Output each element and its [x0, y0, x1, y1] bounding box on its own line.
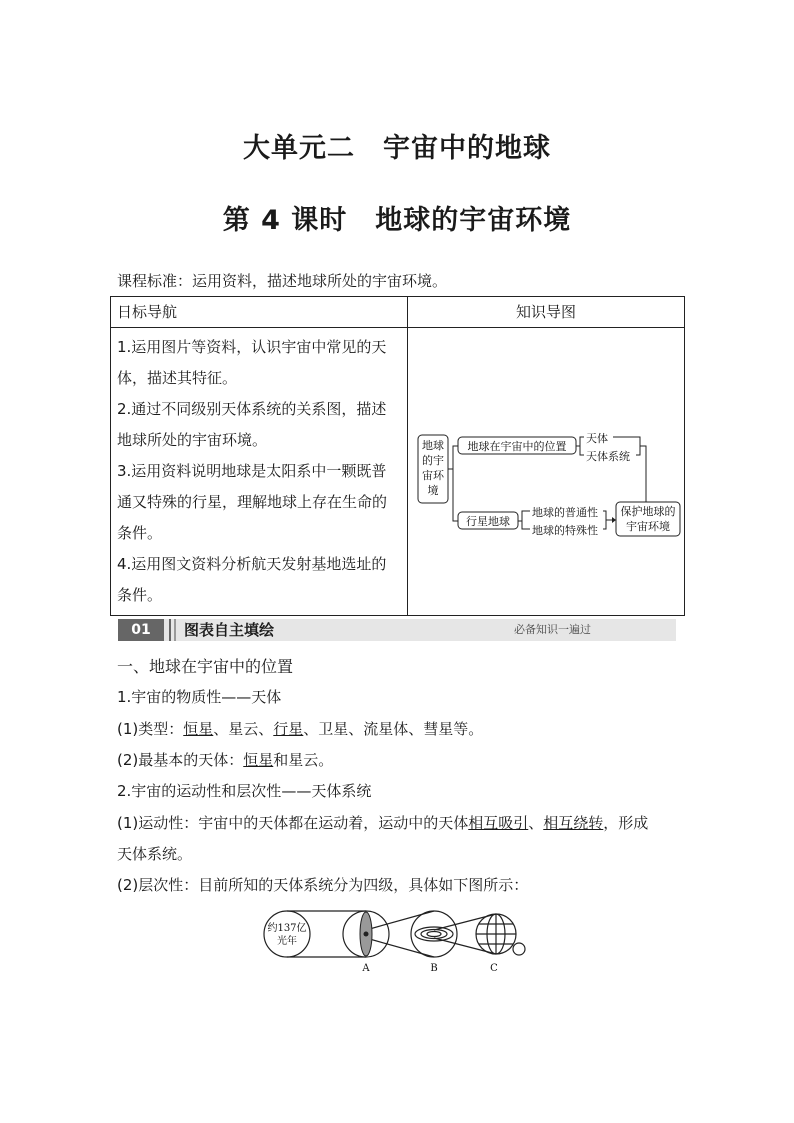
- mindmap-branch-position: 地球在宇宙中的位置: [467, 440, 567, 453]
- mindmap-leaf-celestial-system: 天体系统: [586, 450, 630, 463]
- lesson-title: 第 4 课时 地球的宇宙环境: [222, 205, 572, 236]
- motion-text: (1)运动性：宇宙中的天体都在运动着，运动中的天体: [117, 814, 469, 832]
- subheading-motion: 2.宇宙的运动性和层次性——天体系统: [117, 782, 372, 800]
- goals-header: 日标导航: [111, 297, 408, 328]
- celestial-system-figure: [262, 905, 532, 977]
- hierarchy-line: (2)层次性：目前所知的天体系统分为四级，具体如下图所示：: [117, 876, 529, 894]
- goal-item: 2.通过不同级别天体系统的关系图，描述地球所处的宇宙环境。: [117, 400, 387, 449]
- mindmap-branch-planet: 行星地球: [466, 515, 510, 528]
- universe-label-2: 光年: [277, 936, 297, 947]
- types-line: [117, 718, 483, 739]
- section-tag: 必备知识一遍过: [514, 623, 591, 636]
- goal-item: 4.运用图文资料分析航天发射基地选址的条件。: [117, 555, 387, 604]
- types-label: (1)类型：: [117, 720, 184, 738]
- answer-orbit: 相互绕转: [543, 814, 604, 832]
- overview-table: [110, 296, 685, 616]
- mindmap-leaf-ordinary: 地球的普通性: [532, 506, 598, 519]
- mindmap-leaf-celestial-body: 天体: [586, 432, 608, 445]
- goal-item: 1.运用图片等资料，认识宇宙中常见的天体，描述其特征。: [117, 338, 387, 387]
- label-b: B: [430, 963, 438, 974]
- universe-label-1: 约137亿: [267, 923, 307, 934]
- heading-position: 一、地球在宇宙中的位置: [117, 657, 294, 676]
- section-number: 01: [118, 619, 164, 641]
- answer-star: 恒星: [183, 720, 214, 738]
- mindmap-result: 保护地球的宇宙环境: [620, 505, 676, 533]
- answer-attract: 相互吸引: [468, 814, 529, 832]
- unit-title: 大单元二 宇宙中的地球: [243, 133, 551, 164]
- basic-text-end: 和星云。: [273, 751, 334, 769]
- motion-text-end: ，形成: [603, 814, 649, 832]
- mindmap-leaf-special: 地球的特殊性: [532, 524, 598, 537]
- label-c: C: [490, 963, 498, 974]
- answer-basic-star: 恒星: [243, 751, 274, 769]
- subheading-material: 1.宇宙的物质性——天体: [117, 688, 282, 706]
- mindmap-diagram: [408, 328, 691, 606]
- basic-label: (2)最基本的天体：: [117, 751, 244, 769]
- mindmap-root: 地球的宇宙环境: [422, 439, 444, 497]
- label-a: A: [362, 963, 370, 974]
- section-title: 图表自主填绘: [184, 621, 275, 639]
- motion-line: [117, 812, 682, 833]
- mindmap-cell: [408, 328, 685, 616]
- types-text: 、星云、: [213, 720, 274, 738]
- types-text-end: 、卫星、流星体、彗星等。: [303, 720, 484, 738]
- mindmap-header: 知识导图: [408, 297, 685, 328]
- course-standard: 课程标准：运用资料，描述地球所处的宇宙环境。: [117, 272, 448, 290]
- motion-line-2: 天体系统。: [117, 845, 193, 863]
- goals-list: [111, 328, 408, 616]
- basic-body-line: [117, 749, 333, 770]
- answer-planet: 行星: [273, 720, 304, 738]
- motion-sep: 、: [528, 814, 544, 832]
- goal-item: 3.运用资料说明地球是太阳系中一颗既普通又特殊的行星，理解地球上存在生命的条件。: [117, 462, 388, 542]
- section-divider-icon: [166, 619, 180, 641]
